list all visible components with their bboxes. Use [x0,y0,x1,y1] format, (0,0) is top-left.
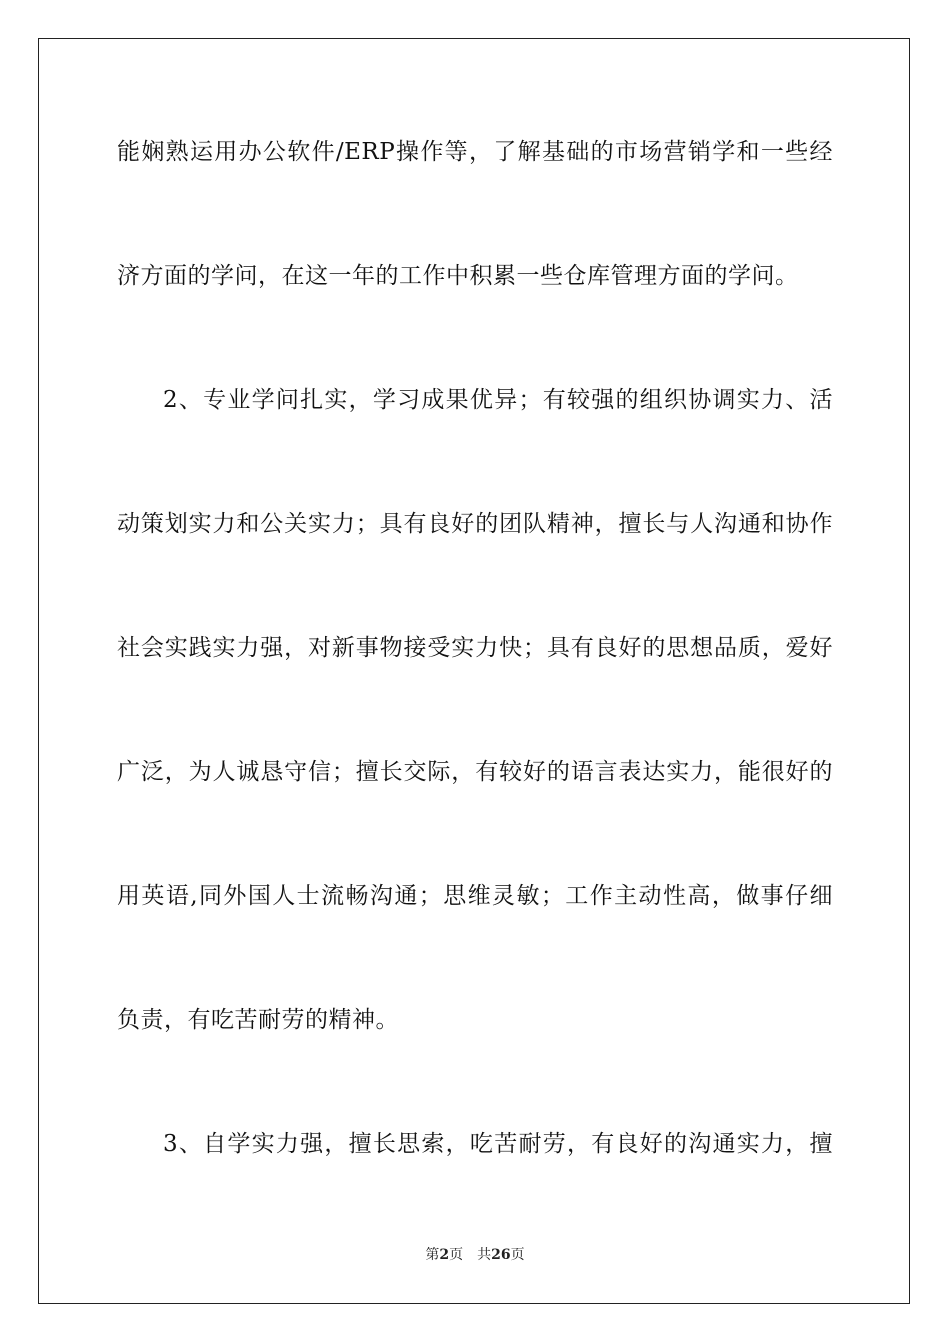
text-line-6: 广泛，为人诚恳守信；擅长交际，有较好的语言表达实力，能很好的 [117,759,833,785]
footer-page-suffix: 页 [449,1247,464,1263]
footer-page-prefix: 第 [425,1247,440,1263]
text-line-9: 3、自学实力强，擅长思索，吃苦耐劳，有良好的沟通实力，擅 [163,1131,833,1157]
text-line-4: 动策划实力和公关实力；具有良好的团队精神，擅长与人沟通和协作 [117,511,833,537]
text-line-5: 社会实践实力强，对新事物接受实力快；具有良好的思想品质，爱好 [117,635,833,661]
page-border [38,38,910,1304]
text-line-8: 负责，有吃苦耐劳的精神。 [117,1007,399,1033]
text-line-1: 能娴熟运用办公软件/ERP操作等，了解基础的市场营销学和一些经 [117,139,833,165]
text-line-3: 2、专业学问扎实，学习成果优异；有较强的组织协调实力、活 [163,387,833,413]
footer-total-prefix: 共 [477,1247,492,1263]
text-line-7: 用英语,同外国人士流畅沟通；思维灵敏；工作主动性高，做事仔细 [117,883,833,909]
footer-total-pages: 26 [491,1247,511,1263]
text-line-2: 济方面的学问，在这一年的工作中积累一些仓库管理方面的学问。 [117,263,799,289]
page-footer [0,1246,950,1264]
footer-page-number: 2 [439,1247,450,1263]
footer-total-suffix: 页 [510,1247,525,1263]
